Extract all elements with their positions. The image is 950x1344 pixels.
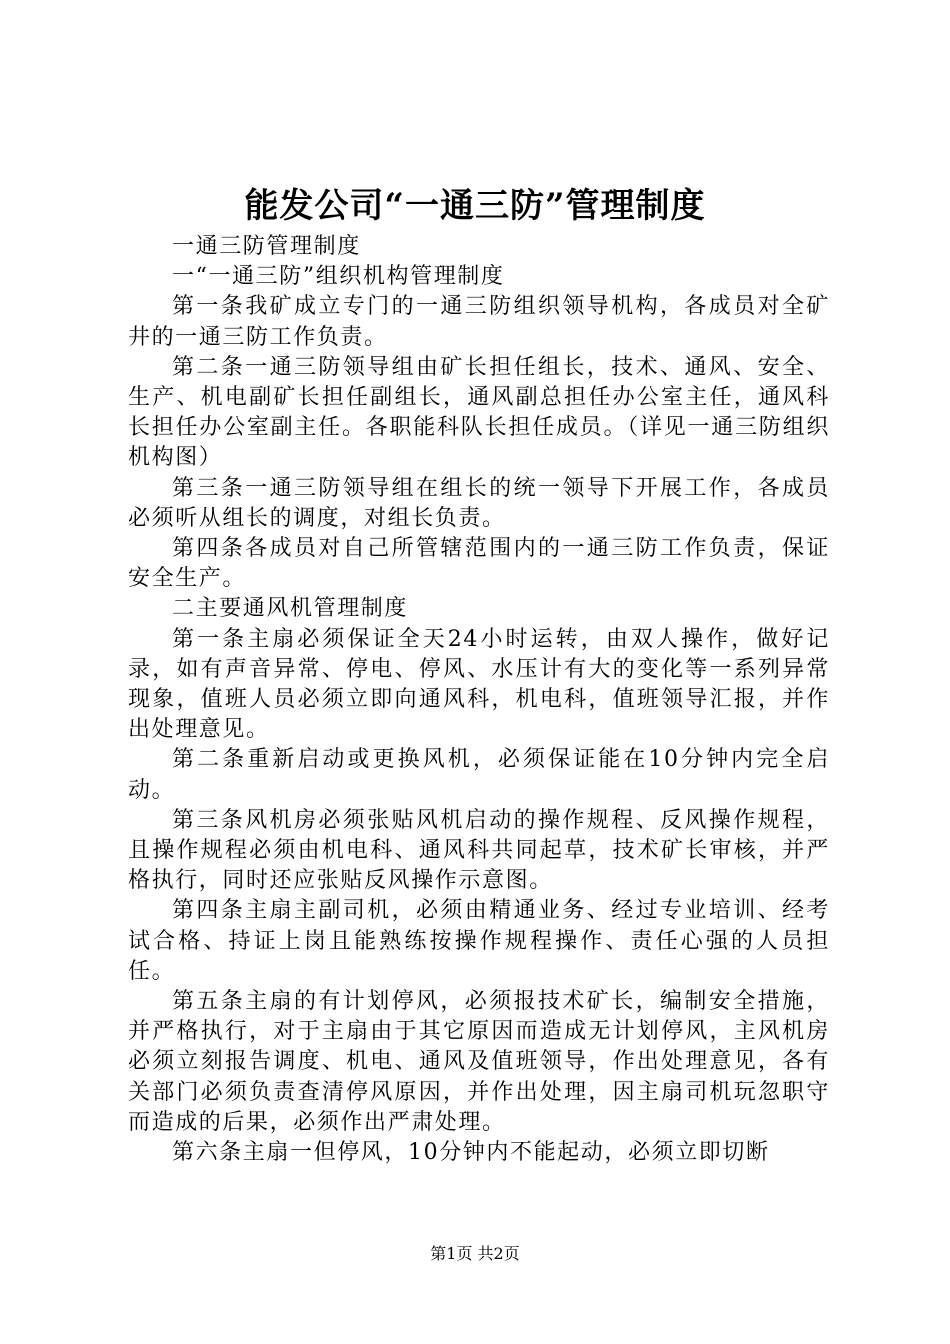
paragraph: 第二条一通三防领导组由矿长担任组长，技术、通风、安全、生产、机电副矿长担任副组长，通风副总担任办公室主任，通风科长担任办公室副主任。各职能科队长担任成员。（详见一通三防组织机构图）	[128, 354, 830, 471]
paragraph: 第三条风机房必须张贴风机启动的操作规程、反风操作规程，且操作规程必须由机电科、通风科共同起草，技术矿长审核，并严格执行，同时还应张贴反风操作示意图。	[128, 807, 830, 894]
paragraph: 第四条主扇主副司机，必须由精通业务、经过专业培训、经考试合格、持证上岗且能熟练按操作规程操作、责任心强的人员担任。	[128, 898, 830, 984]
document-body	[128, 232, 830, 1168]
paragraph: 第六条主扇一但停风，10分钟内不能起动，必须立即切断	[172, 1140, 770, 1166]
paragraph: 第一条主扇必须保证全天24小时运转，由双人操作，做好记录，如有声音异常、停电、停风、水压计有大的变化等一系列异常现象，值班人员必须立即向通风科，机电科，值班领导汇报，并作出处理意见。	[128, 626, 830, 743]
paragraph: 第一条我矿成立专门的一通三防组织领导机构，各成员对全矿井的一通三防工作负责。	[128, 294, 830, 350]
paragraph: 第五条主扇的有计划停风，必须报技术矿长，编制安全措施，并严格执行，对于主扇由于其它原因而造成无计划停风，主风机房必须立刻报告调度、机电、通风及值班领导，作出处理意见，各有关部门必须负责查清停风原因，并作出处理，因主扇司机玩忽职守而造成的后果，必须作出严肃处理。	[128, 989, 830, 1135]
paragraph: 一通三防管理制度	[172, 234, 361, 259]
paragraph: 一“一通三防”组织机构管理制度	[172, 264, 505, 290]
paragraph: 第四条各成员对自己所管辖范围内的一通三防工作负责，保证安全生产。	[128, 536, 830, 592]
paragraph: 第三条一通三防领导组在组长的统一领导下开展工作，各成员必须听从组长的调度，对组长负责。	[128, 475, 830, 531]
document-title: 能发公司“一通三防”管理制度	[244, 186, 706, 226]
paragraph: 第二条重新启动或更换风机，必须保证能在10分钟内完全启动。	[128, 747, 830, 803]
paragraph: 二主要通风机管理制度	[172, 596, 409, 622]
page-footer: 第1页 共2页	[430, 1244, 520, 1263]
